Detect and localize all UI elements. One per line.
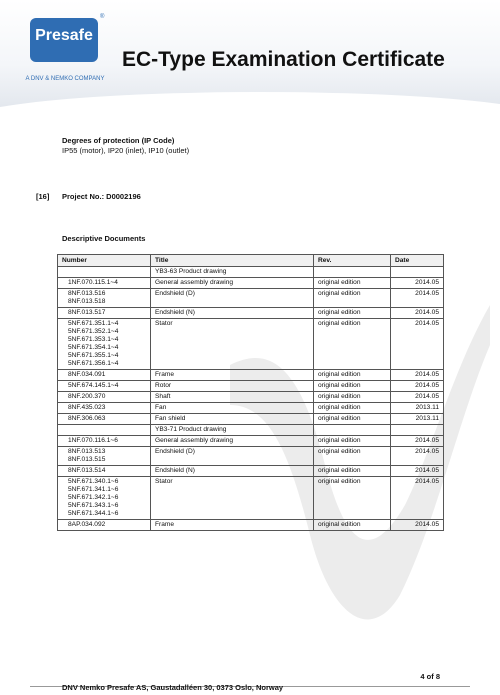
- page-number: 4 of 8: [420, 672, 440, 681]
- rev-cell: original edition: [314, 403, 391, 414]
- group-date-cell: [391, 425, 444, 436]
- number-cell: [58, 466, 151, 477]
- date-cell: 2014.05: [391, 381, 444, 392]
- project-number: Project No.: D0002196: [62, 192, 141, 201]
- table-group-row: [58, 425, 444, 436]
- title-cell: Endshield (N): [151, 308, 314, 319]
- title-cell: Stator: [151, 319, 314, 370]
- page-title: EC-Type Examination Certificate: [122, 48, 445, 71]
- title-cell: Stator: [151, 477, 314, 520]
- title-cell: Rotor: [151, 381, 314, 392]
- part-number: 8NF.435.023: [68, 404, 106, 411]
- table-row: [58, 319, 444, 370]
- docs-heading: Descriptive Documents: [62, 234, 146, 243]
- rev-cell: original edition: [314, 381, 391, 392]
- rev-cell: original edition: [314, 477, 391, 520]
- logo-subtitle: A DNV & NEMKO COMPANY: [25, 76, 105, 82]
- rev-cell: original edition: [314, 436, 391, 447]
- date-cell: 2014.05: [391, 477, 444, 520]
- title-cell: Frame: [151, 370, 314, 381]
- table-group-row: [58, 267, 444, 278]
- part-number: 8NF.013.517: [68, 309, 106, 316]
- part-number: 8NF.200.370: [68, 393, 106, 400]
- part-number: 1NF.070.115.1~4: [68, 279, 118, 286]
- rev-cell: original edition: [314, 392, 391, 403]
- number-cell: [58, 319, 151, 370]
- rev-cell: original edition: [314, 308, 391, 319]
- title-cell: Shaft: [151, 392, 314, 403]
- date-cell: 2014.05: [391, 319, 444, 370]
- number-cell: [58, 520, 151, 531]
- part-number: 8AP.034.092: [68, 521, 106, 528]
- group-date-cell: [391, 267, 444, 278]
- table-row: [58, 308, 444, 319]
- presafe-logo: [30, 18, 98, 62]
- number-cell: [58, 381, 151, 392]
- group-rev-cell: [314, 267, 391, 278]
- date-cell: 2014.05: [391, 436, 444, 447]
- table-row: [58, 392, 444, 403]
- number-cell: [58, 436, 151, 447]
- descriptive-documents-table: [57, 254, 444, 531]
- part-number: 8NF.013.518: [68, 298, 106, 305]
- col-date: Date: [391, 255, 444, 267]
- number-cell: [58, 447, 151, 466]
- table-row: [58, 370, 444, 381]
- part-number: 5NF.671.351.1~4: [68, 320, 119, 327]
- part-number: 5NF.671.356.1~4: [68, 360, 119, 367]
- part-number: 5NF.671.341.1~6: [68, 486, 119, 493]
- table-row: [58, 381, 444, 392]
- date-cell: 2013.11: [391, 403, 444, 414]
- date-cell: 2014.05: [391, 392, 444, 403]
- date-cell: 2013.11: [391, 414, 444, 425]
- number-cell: [58, 414, 151, 425]
- rev-cell: original edition: [314, 278, 391, 289]
- group-rev-cell: [314, 425, 391, 436]
- ip-heading: Degrees of protection (IP Code): [62, 136, 175, 145]
- part-number: 8NF.034.091: [68, 371, 106, 378]
- part-number: 8NF.013.514: [68, 467, 106, 474]
- group-title-cell: YB3-63 Product drawing: [151, 267, 314, 278]
- number-cell: [58, 278, 151, 289]
- title-cell: Fan shield: [151, 414, 314, 425]
- title-cell: Frame: [151, 520, 314, 531]
- table-header-row: [58, 255, 444, 267]
- part-number: 5NF.671.355.1~4: [68, 352, 119, 359]
- table-row: [58, 403, 444, 414]
- part-number: 8NF.306.063: [68, 415, 106, 422]
- ip-value: IP55 (motor), IP20 (inlet), IP10 (outlet): [62, 146, 190, 155]
- title-cell: General assembly drawing: [151, 436, 314, 447]
- col-title: Title: [151, 255, 314, 267]
- rev-cell: original edition: [314, 289, 391, 308]
- part-number: 5NF.674.145.1~4: [68, 382, 119, 389]
- table-body: [58, 267, 444, 531]
- part-number: 5NF.671.343.1~6: [68, 502, 119, 509]
- number-cell: [58, 289, 151, 308]
- project-index: [16]: [36, 192, 50, 201]
- date-cell: 2014.05: [391, 278, 444, 289]
- title-cell: Fan: [151, 403, 314, 414]
- table-row: [58, 436, 444, 447]
- part-number: 5NF.671.354.1~4: [68, 344, 119, 351]
- rev-cell: original edition: [314, 466, 391, 477]
- part-number: 8NF.013.513: [68, 448, 106, 455]
- rev-cell: original edition: [314, 520, 391, 531]
- date-cell: 2014.05: [391, 289, 444, 308]
- col-rev: Rev.: [314, 255, 391, 267]
- date-cell: 2014.05: [391, 370, 444, 381]
- date-cell: 2014.05: [391, 308, 444, 319]
- number-cell: [58, 370, 151, 381]
- table-row: [58, 520, 444, 531]
- group-title-cell: YB3-71 Product drawing: [151, 425, 314, 436]
- title-cell: Endshield (D): [151, 289, 314, 308]
- table-row: [58, 289, 444, 308]
- rev-cell: original edition: [314, 319, 391, 370]
- title-cell: Endshield (N): [151, 466, 314, 477]
- date-cell: 2014.05: [391, 466, 444, 477]
- part-number: 5NF.671.344.1~6: [68, 510, 119, 517]
- number-cell: [58, 403, 151, 414]
- logo-text: Presafe: [35, 27, 93, 44]
- table-row: [58, 447, 444, 466]
- part-number: 5NF.671.340.1~6: [68, 478, 119, 485]
- table-row: [58, 466, 444, 477]
- col-number: Number: [58, 255, 151, 267]
- rev-cell: original edition: [314, 414, 391, 425]
- table-row: [58, 414, 444, 425]
- number-cell: [58, 477, 151, 520]
- part-number: 1NF.070.116.1~6: [68, 437, 118, 444]
- table-row: [58, 278, 444, 289]
- number-cell: [58, 392, 151, 403]
- group-number-cell: [58, 267, 151, 278]
- group-number-cell: [58, 425, 151, 436]
- title-cell: General assembly drawing: [151, 278, 314, 289]
- number-cell: [58, 308, 151, 319]
- part-number: 5NF.671.352.1~4: [68, 328, 119, 335]
- date-cell: 2014.05: [391, 447, 444, 466]
- part-number: 8NF.013.516: [68, 290, 106, 297]
- part-number: 5NF.671.353.1~4: [68, 336, 119, 343]
- table-row: [58, 477, 444, 520]
- rev-cell: original edition: [314, 447, 391, 466]
- logo-registered-mark: ®: [100, 14, 105, 20]
- footer-address: DNV Nemko Presafe AS, Gaustadalléen 30, 0373 Oslo, Norway: [62, 683, 284, 692]
- part-number: 8NF.013.515: [68, 456, 106, 463]
- title-cell: Endshield (D): [151, 447, 314, 466]
- rev-cell: original edition: [314, 370, 391, 381]
- date-cell: 2014.05: [391, 520, 444, 531]
- part-number: 5NF.671.342.1~6: [68, 494, 119, 501]
